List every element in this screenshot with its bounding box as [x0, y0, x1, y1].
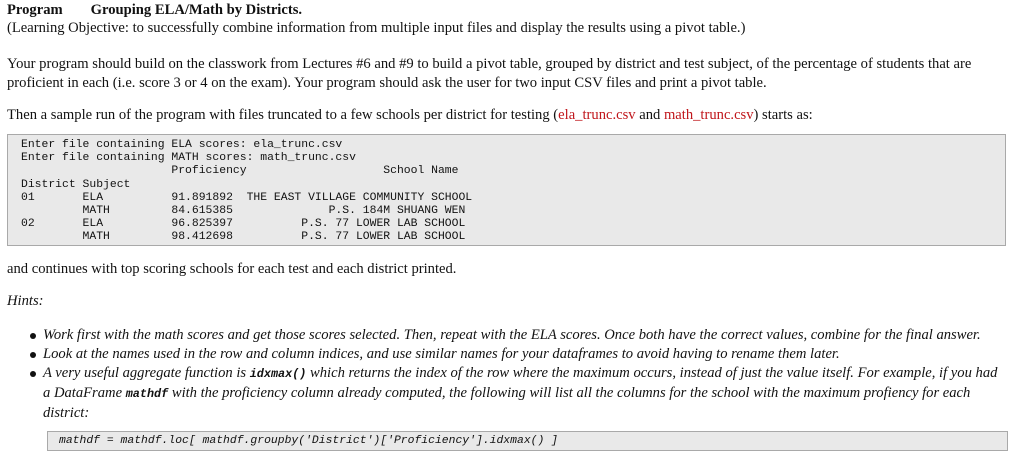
output-line: 02 ELA 96.825397 P.S. 77 LOWER LAB SCHOOL [21, 218, 466, 231]
math-file-link[interactable]: math_trunc.csv [663, 107, 754, 123]
output-line: MATH 98.412698 P.S. 77 LOWER LAB SCHOOL [21, 231, 466, 244]
learning-objective: (Learning Objective: to successfully combine information from multiple input files and display the results using a pivot table.) [7, 20, 746, 36]
sample-run-intro-end: ) starts as: [753, 107, 813, 123]
hint-item [0, 326, 1000, 345]
inline-code: idxmax() [249, 367, 307, 381]
program-title: Grouping ELA/Math by Districts. [90, 2, 303, 18]
hints-label: Hints: [7, 293, 44, 309]
output-line: 01 ELA 91.891892 THE EAST VILLAGE COMMUNITY SCHOOL [21, 191, 473, 204]
code-example-box [47, 431, 1008, 451]
sample-run-intro [7, 107, 813, 124]
output-line: Enter file containing MATH scores: math_trunc.csv [21, 152, 356, 165]
sample-run-intro-and: and [635, 107, 664, 123]
output-line: District Subject [21, 178, 131, 191]
bullet-icon [30, 352, 36, 358]
hint-text: Work first with the math scores and get those scores selected. Then, repeat with the ELA scores. Once both have the correct values, combine for the final answer. [43, 327, 981, 343]
hint-text: A very useful aggregate function is [43, 365, 250, 381]
hint-item [0, 364, 1000, 423]
output-line: Enter file containing ELA scores: ela_trunc.csv [21, 139, 343, 151]
ela-file-link[interactable]: ela_trunc.csv [558, 107, 636, 123]
hint-item [0, 345, 1000, 364]
page-heading [7, 2, 302, 19]
sample-run-intro-text: Then a sample run of the program with files truncated to a few schools per district for testing ( [7, 107, 559, 123]
bullet-icon [30, 333, 36, 339]
sample-output-box [7, 134, 1006, 246]
inline-code: mathdf [125, 387, 169, 401]
program-label: Program [7, 2, 63, 18]
output-line: MATH 84.615385 P.S. 184M SHUANG WEN [21, 205, 466, 218]
hints-list [0, 326, 1000, 423]
output-line: Proficiency School Name [21, 165, 459, 178]
code-example: mathdf = mathdf.loc[ mathdf.groupby('District')['Proficiency'].idxmax() ] [59, 435, 558, 447]
instructions-paragraph: Your program should build on the classwork from Lectures #6 and #9 to build a pivot table, grouped by district and test subject, of the percentage of students that are proficient in each (i.e. score 3 or 4 on the exam). Your program should ask the user for two input CSV files and print a pivot table. [7, 56, 972, 91]
hint-text: Look at the names used in the row and column indices, and use similar names for your dataframes to avoid having to rename them later. [43, 346, 840, 362]
hint-text: which returns the index of the row where the maximum occurs, instead of just the value itself. For example, if you had a DataFrame [43, 365, 998, 401]
continuation-paragraph: and continues with top scoring schools for each test and each district printed. [7, 261, 457, 277]
sample-output [21, 139, 472, 245]
hint-text: with the proficiency column already computed, the following will list all the columns for the school with the maximum profiency for each district: [43, 385, 971, 421]
bullet-icon [30, 371, 36, 377]
